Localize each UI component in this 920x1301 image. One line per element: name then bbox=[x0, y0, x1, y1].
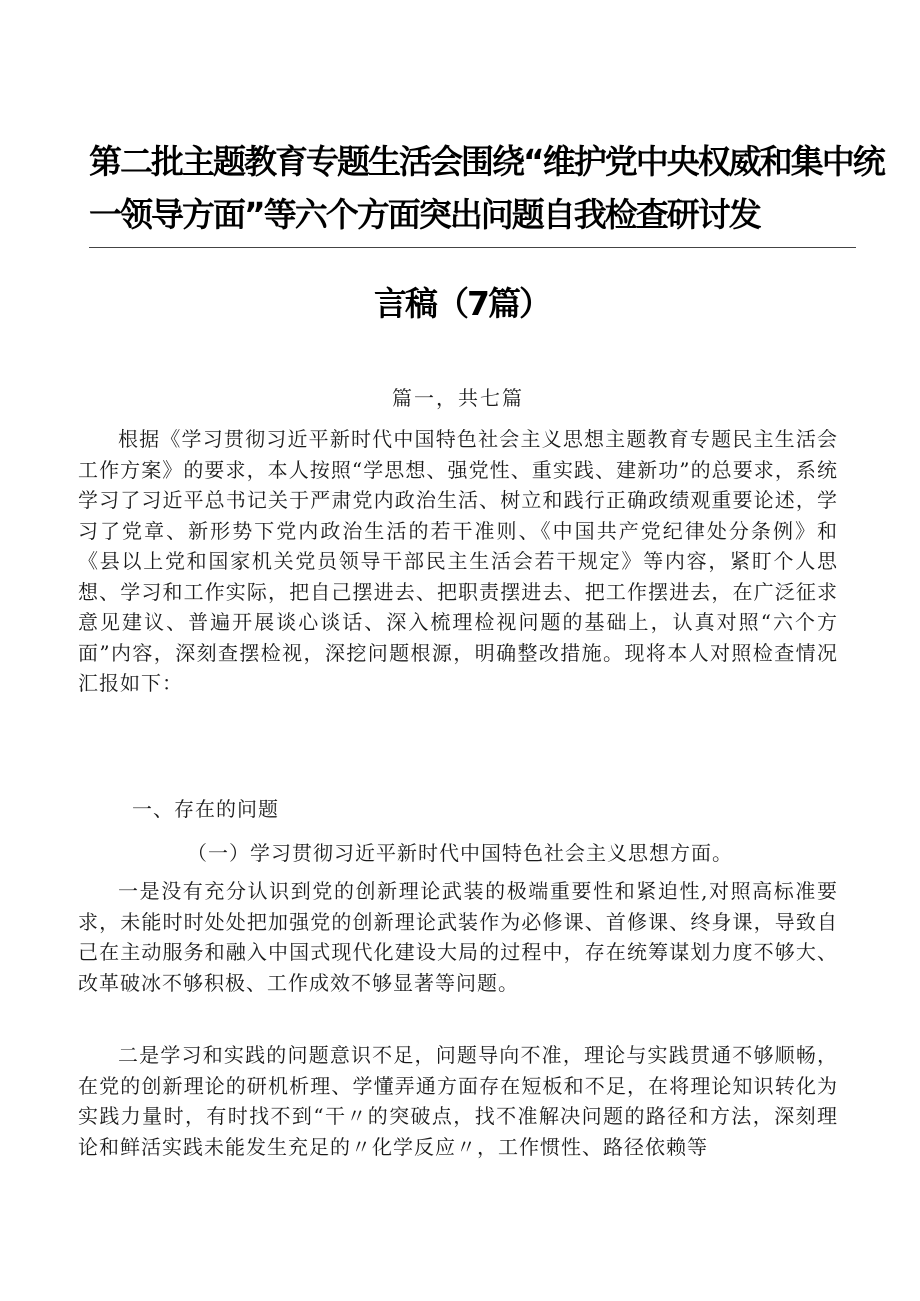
section-subtitle: 篇一，共七篇 bbox=[392, 386, 524, 410]
paragraph-intro: 根据《学习贯彻习近平新时代中国特色社会主义思想主题教育专题民主生活会工作方案》的要求，本人按照“学思想、强党性、重实践、建新功”的总要求，系统学习了习近平总书记关于严肃党内政治生活、树立和践行正确政绩观重要论述，学习了党章、新形势下党内政治生活的若干准则、《中国共产党纪律处分条例》和《县以上党和国家机关党员领导干部民主生活会若干规定》等内容，紧盯个人思想、学习和工作实际，把自己摆进去、把职责摆进去、把工作摆进去，在广泛征求意见建议、普遍开展谈心谈话、深入梳理检视问题的基础上，认真对照“六个方面”内容，深刻查摆检视，深挖问题根源，明确整改措施。现将本人对照检查情况汇报如下： bbox=[78, 427, 838, 695]
section-heading: 一、存在的问题 bbox=[132, 797, 279, 821]
paragraph-point-one: 一是没有充分认识到党的创新理论武装的极端重要性和紧迫性,对照高标准要求，未能时时处处把加强党的创新理论武装作为必修课、首修课、终身课，导致自己在主动服务和融入中国式现代化建设大局的过程中，存在统筹谋划力度不够大、改革破冰不够积极、工作成效不够显著等问题。 bbox=[78, 879, 838, 995]
subsection-heading: （一）学习贯彻习近平新时代中国特色社会主义思想方面。 bbox=[187, 841, 733, 865]
title-divider bbox=[89, 247, 856, 248]
document-title-line-1: 第二批主题教育专题生活会围绕“维护党中央权威和集中统 bbox=[89, 142, 884, 181]
paragraph-point-two: 二是学习和实践的问题意识不足，问题导向不准，理论与实践贯通不够顺畅，在党的创新理论的研机析理、学懂弄通方面存在短板和不足，在将理论知识转化为实践力量时，有时找不到“干〃的突破点，找不准解决问题的路径和方法，深刻理论和鲜活实践未能发生充足的〃化学反应〃，工作惯性、路径依赖等 bbox=[78, 1043, 838, 1159]
document-title-line-2: 一领导方面”等六个方面突出问题自我检查研讨发 bbox=[89, 195, 760, 234]
document-title-line-3: 言稿（7篇） bbox=[374, 284, 550, 323]
